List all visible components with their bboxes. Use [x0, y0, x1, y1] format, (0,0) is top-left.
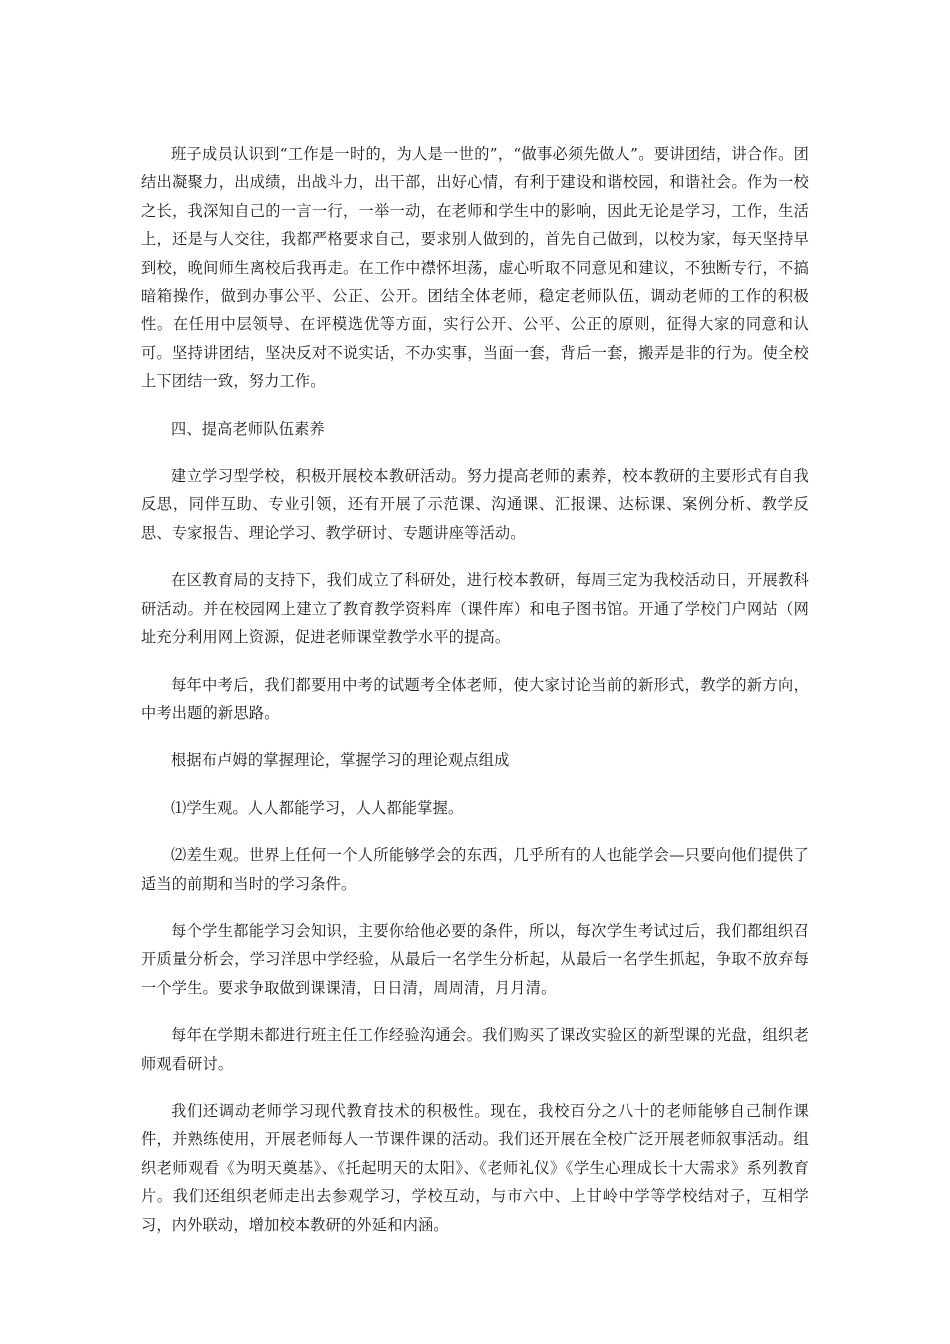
paragraph-bloom-theory: 根据布卢姆的掌握理论，掌握学习的理论观点组成: [171, 751, 510, 770]
paragraph-every-student: 每个学生都能学习会知识，主要你给他必要的条件，所以，每次学生考试过后，我们都组织召开质量分析会，学习洋思中学经验，从最后一名学生分析起，从最后一名学生抓起，争取不放弃每一个学生。要求争取做到课课清，日日清，周周清，月月清。: [141, 921, 809, 997]
paragraph-learning-school: 建立学习型学校，积极开展校本教研活动。努力提高老师的素养，校本教研的主要形式有自我反思，同伴互助、专业引领，还有开展了示范课、沟通课、汇报课、达标课、案例分析、教学反思、专家报告、理论学习、教学研讨、专题讲座等活动。: [141, 467, 809, 542]
paragraph-exam-teachers: 每年中考后，我们都要用中考的试题考全体老师，使大家讨论当前的新形式，教学的新方向，中考出题的新思路。: [141, 675, 809, 722]
paragraph-student-view: ⑴学生观。人人都能学习，人人都能掌握。: [171, 798, 464, 817]
document-body: [141, 140, 809, 1258]
paragraph-modern-technology: 我们还调动老师学习现代教育技术的积极性。现在，我校百分之八十的老师能够自己制作课件，并熟练使用，开展老师每人一节课件课的活动。我们还开展在全校广泛开展老师叙事活动。组织老师观看《为明天奠基》、《托起明天的太阳》、《老师礼仪》《学生心理成长十大需求》系列教育片。我们还组织老师走出去参观学习，学校互动，与市六中、上甘岭中学等学校结对子，互相学习，内外联动，增加校本教研的外延和内涵。: [141, 1101, 809, 1234]
paragraph-head-teacher-meeting: 每年在学期未都进行班主任工作经验沟通会。我们购买了课改实验区的新型课的光盘，组织老师观看研讨。: [141, 1026, 809, 1073]
paragraph-weak-student-view: ⑵差生观。世界上任何一个人所能够学会的东西，几乎所有的人也能学会—只要向他们提供了适当的前期和当时的学习条件。: [141, 846, 809, 893]
paragraph-research-office: 在区教育局的支持下，我们成立了科研处，进行校本教研，每周三定为我校活动日，开展教科研活动。并在校园网上建立了教育教学资料库（课件库）和电子图书馆。开通了学校门户网站（网址充分利用网上资源，促进老师课堂教学水平的提高。: [141, 571, 809, 647]
paragraph-unity: 班子成员认识到“工作是一时的，为人是一世的”，“做事必须先做人”。要讲团结，讲合作。团结出凝聚力，出成绩，出战斗力，出干部，出好心情，有利于建设和谐校园，和谐社会。作为一校之长，我深知自己的一言一行，一举一动，在老师和学生中的影响，因此无论是学习，工作，生活上，还是与人交往，我都严格要求自己，要求别人做到的，首先自己做到，以校为家，每天坚持早到校，晚间师生离校后我再走。在工作中襟怀坦荡，虚心听取不同意见和建议，不独断专行，不搞暗箱操作，做到办事公平、公正、公开。团结全体老师，稳定老师队伍，调动老师的工作的积极性。在任用中层领导、在评模选优等方面，实行公开、公平、公正的原则，征得大家的同意和认可。坚持讲团结，坚决反对不说实话，不办实事，当面一套，背后一套，搬弄是非的行为。使全校上下团结一致，努力工作。: [141, 145, 809, 391]
section-heading-4: 四、提高老师队伍素养: [171, 419, 325, 438]
